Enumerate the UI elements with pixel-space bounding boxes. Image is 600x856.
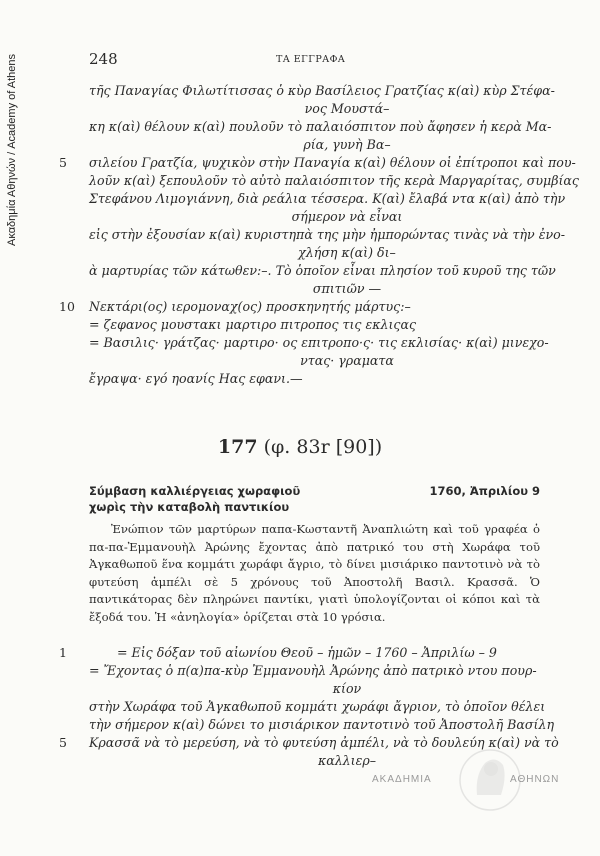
text-line [89, 680, 545, 698]
text-line [59, 298, 545, 316]
side-watermark: Ακαδημία Αθηνών / Academy of Athens [6, 53, 18, 246]
line-number: 5 [59, 735, 67, 750]
line-text: τὴν σήμερον κ(αὶ) δώνει το μισιάρικον παντοτινὸ τοῦ Ἀποστολῆ Βασίλη [89, 717, 554, 732]
document-date: 1760, Ἀπριλίου 9 [429, 484, 540, 498]
title-line-2: χωρὶς τὴν καταβολὴ παντικίου [89, 500, 290, 514]
text-line [59, 154, 576, 172]
text-line [89, 172, 579, 190]
line-text: εἰς στὴν ἐξουσίαν κ(αὶ) κυριστηπὰ της μὴν ἠμπορώντας τινὰς νὰ τὴν ἐνο- [89, 227, 565, 242]
line-text: νος Μουστά– [304, 101, 390, 116]
line-text: τῆς Παναγίας Φιλωτίτισσας ὁ κὺρ Βασίλειος Γρατζίας κ(αὶ) κὺρ Στέφα- [89, 83, 555, 98]
line-number: 10 [59, 299, 75, 314]
line-text: κη κ(αὶ) θέλουν κ(αὶ) πουλοῦν τὸ παλαιόσπιτον ποὺ ἄφησεν ἡ κερὰ Μα- [89, 119, 552, 134]
document-folio: (φ. 83r [90]) [263, 436, 383, 458]
text-line [89, 244, 545, 262]
line-text: = Βασιλις· γράτζας· μαρτιρο· ος επιτροπο·ς· τις εκλισίας· κ(αὶ) μινεχο- [89, 335, 549, 350]
line-text: σήμερον νὰ εἶναι [291, 209, 403, 224]
document-number: 177 [217, 436, 258, 458]
seal-left-text: ΑΚΑΔΗΜΙΑ [372, 774, 432, 785]
text-line [89, 698, 545, 716]
text-line [89, 662, 545, 680]
text-line [89, 118, 552, 136]
text-line [89, 716, 554, 734]
line-number: 5 [59, 155, 67, 170]
text-line [89, 226, 565, 244]
text-line [89, 100, 545, 118]
line-text: κίον [332, 681, 362, 696]
text-line [89, 316, 545, 334]
text-line [89, 190, 566, 208]
line-text: Στεφάνου Λιμογιάννη, διὰ ρεάλια τέσσερα. Κ(αὶ) ἔλαβά ντα κ(αὶ) ἀπὸ τὴν [89, 191, 566, 206]
line-text: ἔγραψα· εγό ηοανίς Ηας εφανι.— [89, 371, 303, 386]
line-text: στὴν Χωράφα τοῦ Ἀγκαθωποῦ κομμάτι χωράφι ἄγριον, τὸ ὁποῖον θέλει [89, 699, 546, 714]
line-text: σπιτιῶν — [312, 281, 382, 296]
line-text: Νεκτάρι(ος) ιερομοναχ(ος) προσκηνητής μάρτυς:– [89, 299, 411, 314]
seal-right-text: ΑΘΗΝΩΝ [510, 774, 560, 785]
text-line [89, 208, 545, 226]
line-text: = Εἰς δόξαν τοῦ αἰωνίου Θεοῦ – ἡμῶν – 1760 – Ἀπριλίω – 9 [117, 645, 497, 660]
line-text: καλλιερ– [317, 753, 377, 768]
line-text: ντας· γραματα [300, 353, 394, 368]
line-text: ὰ μαρτυρίας τῶν κάτωθεν:–. Τὸ ὁποῖον εἶναι πλησίον τοῦ κυροῦ της τῶν [89, 263, 556, 278]
text-line [89, 82, 555, 100]
line-text: Κρασσᾶ νὰ τὸ μερεύση, νὰ τὸ φυτεύση ἀμπέλι, νὰ τὸ δουλεύη κ(αὶ) νὰ τὸ [89, 735, 559, 750]
running-title: ΤΑ ΕΓΓΡΑΦΑ [276, 54, 346, 65]
line-number: 1 [59, 645, 67, 660]
line-text: λοῦν κ(αὶ) ξεπουλοῦν τὸ αὐτὸ παλαιόσπιτον τῆς κερὰ Μαργαρίτας, συμβίας [89, 173, 579, 188]
text-line [89, 352, 545, 370]
line-text: = Ἔχοντας ὁ π(α)πα-κὺρ Ἐμμανουὴλ Ἀρώνης ἀπὸ πατρικὸ ντου πουρ- [89, 663, 537, 678]
line-text: χλήση κ(αὶ) δι– [298, 245, 396, 260]
text-line [89, 262, 556, 280]
page-number: 248 [89, 50, 118, 68]
text-line [89, 136, 545, 154]
document-title [89, 483, 540, 515]
text-line [59, 644, 545, 662]
top-text-block [59, 82, 579, 388]
text-line [89, 370, 545, 388]
text-line [89, 280, 545, 298]
line-text: = ζεφανος μουστακι μαρτιρο πιτροπος τις εκλιςας [89, 317, 417, 332]
document-summary: Ἐνώπιον τῶν μαρτύρων παπα-Κωσταντῆ Ἀναπλιώτη καὶ τοῦ γραφέα ὁ πα-πα-Ἐμμανουὴλ Ἀρώνης ἔχοντας ἀπὸ πατρικό του στὴ Χωράφα τοῦ Ἀγκαθωποῦ ἕνα κομμάτι χωράφι ἄγριο, τὸ δίνει μισιάρικο παντοτινὸ νὰ τὸ φυτεύση ἀμπέλι σὲ 5 χρόνους τοῦ Ἀποστολῆ Βασιλ. Κρασσᾶ. Ὁ παντικάτορας δὲν πληρώνει παντίκι, γιατὶ ὑπολογίζονται οἱ κόποι καὶ τὰ ἔξοδά του. Ἡ «ἀνηλογία» ὁρίζεται στὰ 10 γρόσια. [89, 522, 540, 624]
line-text: ρία, γυνὴ Βα– [303, 137, 391, 152]
document-heading [0, 436, 600, 458]
line-text: σιλείου Γρατζία, ψυχικὸν στὴν Παναγία κ(αὶ) θέλουν οἱ ἐπίτροποι καὶ που- [89, 155, 576, 170]
title-line-1: Σύμβαση καλλιέργειας χωραφιοῦ [89, 484, 301, 498]
text-line [89, 334, 549, 352]
